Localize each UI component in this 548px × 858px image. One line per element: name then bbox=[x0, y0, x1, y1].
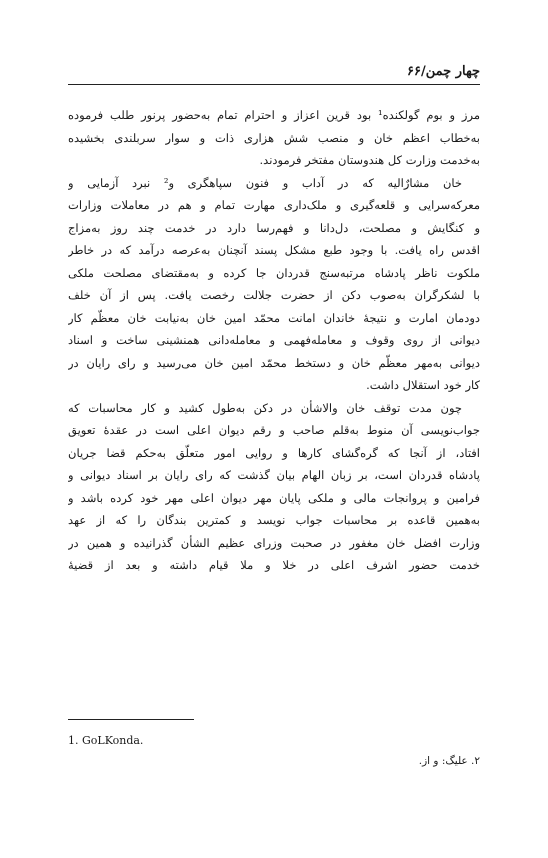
text-line: خان مشارٌالیه که در آداب و فنون سپاهگری و² نبرد آزمایی و bbox=[68, 175, 462, 190]
text-line: دیوانی به‌مهر معظّم خان و دستخط محمّد امین خان می‌رسید و رای رایان در bbox=[68, 355, 480, 370]
text-line: معرکه‌سرایی و قلعه‌گیری و ملک‌داری مهارت تمام و هم در معاملات وزارات bbox=[68, 198, 480, 212]
text-line: ملکوت ناظر پادشاه مرتبه‌سنج قدردان جا کرده و به‌مقتضای مصلحت ملکی bbox=[68, 265, 480, 280]
footnote-1: 1. GoLKonda. bbox=[68, 734, 144, 747]
text-line: افتاد، از آنجا که گره‌گشای کارها و روایی امور متعلّق به‌حکم قضا جریان bbox=[68, 445, 480, 460]
text-line: پادشاه قدردان است، بر زبان الهام بیان گذشت که رای رایان بر اسناد دیوانی و bbox=[68, 468, 480, 482]
text-line: به‌خطاب اعظم خان و منصب شش هزاری ذات و سوار سربلندی بخشیده bbox=[68, 130, 480, 145]
text-line: و کنگایش و مصلحت، دل‌دانا و فهم‌رسا دارد در خدمت چند روز به‌مزاج bbox=[68, 220, 480, 235]
text-line: خدمت حضور اشرف اعلی در خلا و ملا قیام داشته و بعد از قضیهٔ bbox=[68, 558, 480, 572]
text-line: وزارت افضل خان مغفور در صحبت وزرای عظیم الشأن گذرانیده و همین در bbox=[68, 535, 480, 550]
running-header: چهار چمن/۶۶ bbox=[407, 64, 480, 79]
text-line: جواب‌نویسی آن منوط به‌قلم صاحب و رقم دیوان اعلی است در عقدهٔ تعویق bbox=[68, 423, 480, 437]
footnote-2: ۲. علیگ: و از. bbox=[418, 755, 480, 767]
text-line: به‌خدمت وزارت کل هندوستان مفتخر فرمودند. bbox=[259, 153, 480, 167]
text-line: دیوانی از روی وقوف و معامله‌فهمی و معامله‌دانی همنشینی ساخت و اسناد bbox=[68, 333, 480, 347]
text-line: مرز و بوم گولکنده¹ بود قرین اعزاز و احترام تمام به‌حضور پرنور طلب فرموده bbox=[68, 108, 480, 122]
text-line: چون مدت توقف خان والاشأن در دکن به‌طول کشید و کار محاسبات که bbox=[68, 400, 462, 415]
text-line: دودمان امارت و نتیجهٔ خاندان امانت محمّد امین خان به‌نیابت خان معظّم کار bbox=[68, 310, 480, 325]
text-line: به‌همین قاعده بر محاسبات جواب نویسد و کمترین بندگان را که از عهد bbox=[68, 513, 480, 527]
text-line: اقدس راه یافت. با وجود طبع مشکل پسند آنچنان به‌عرصه درآمد که در خاطر bbox=[68, 243, 480, 257]
body-text bbox=[68, 104, 480, 577]
header-divider bbox=[68, 84, 480, 85]
text-line: کار خود استقلال داشت. bbox=[366, 378, 480, 392]
text-line: با لشکرگران به‌صوب دکن از حضرت جلالت رخصت یافت. پس از آن خلف bbox=[68, 288, 480, 302]
text-line: فرامین و پروانجات مالی و ملکی پایان مهر دیوان اعلی مهر خود کرده باشد و bbox=[68, 490, 480, 505]
footnote-divider bbox=[68, 719, 194, 720]
